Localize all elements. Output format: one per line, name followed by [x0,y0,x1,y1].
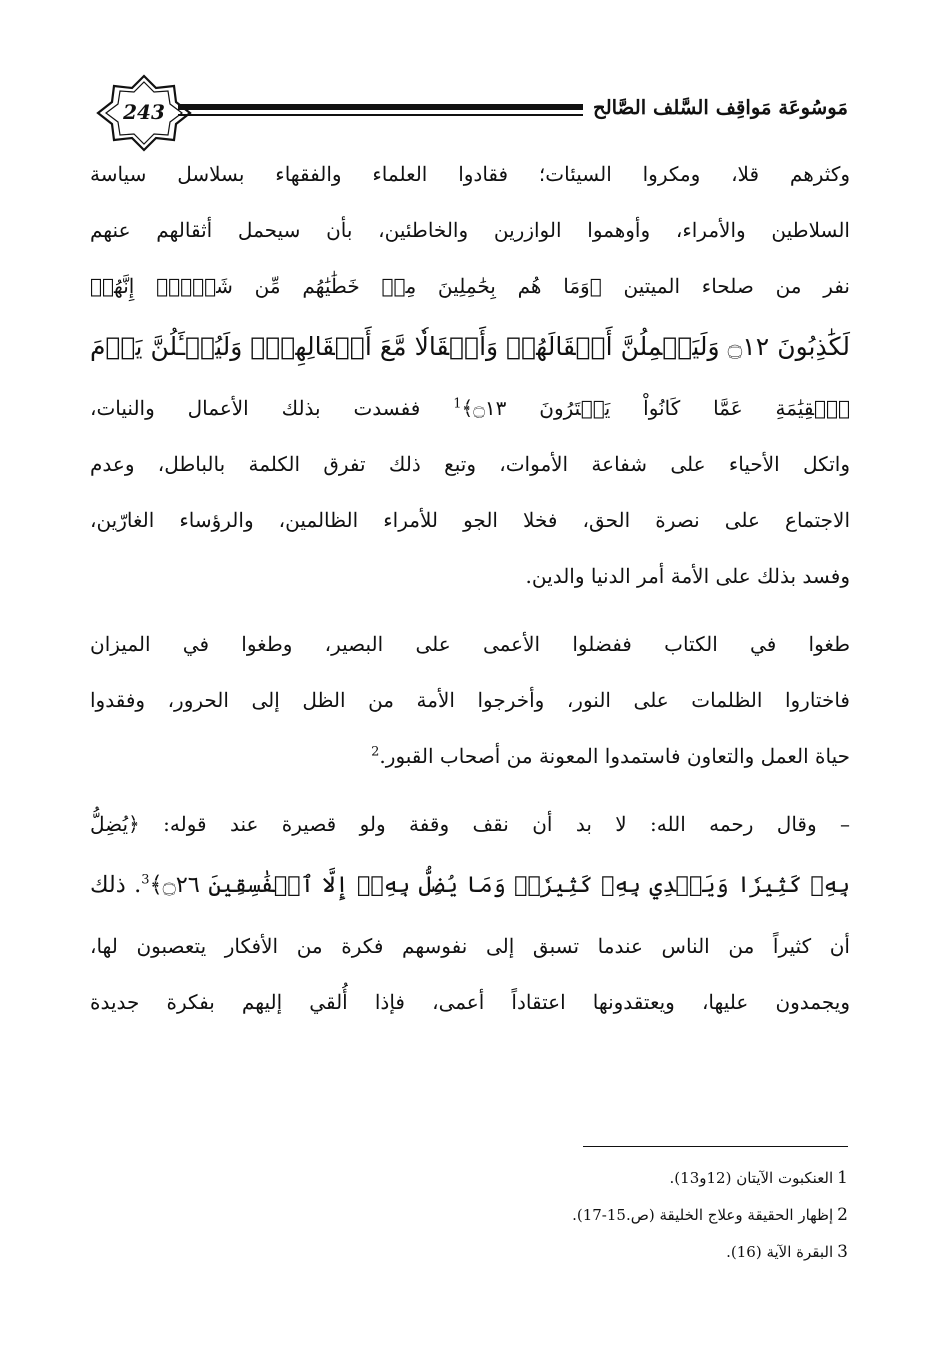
text-line [90,146,850,202]
line-text-continuation: . ذلك [90,872,142,898]
footnote-text: إظهار الحقيقة وعلاج الخليقة (ص.15-17). [572,1206,834,1224]
text-line [90,796,850,852]
main-text [90,146,850,1030]
line-text: وكثرهم قلا، ومكروا السيئات؛ فقادوا العلماء والفقهاء بسلاسل سياسة [90,162,850,186]
header-rule-thin [178,114,583,116]
line-text: السلاطين والأمراء، وأوهموا الوازرين والخاطئين، بأن سيحمل أثقالهم عنهم [90,218,850,242]
footnotes [300,1160,848,1271]
footnote-marker[interactable]: 3 [141,872,150,888]
footnote-number: 2 [837,1205,848,1225]
line-text: واتكل الأحياء على شفاعة الأموات، وتبع ذلك تفرق الكلمة بالباطل، وعدم [90,452,850,476]
text-line [90,492,850,548]
text-line [90,548,850,604]
footnote [300,1197,848,1234]
text-line [90,616,850,672]
text-line [90,728,850,784]
text-line [90,258,850,314]
line-text: لَكَٰذِبُونَ ۝١٢ وَلَيَحۡمِلُنَّ أَثۡقَالَهُمۡ وَأَثۡقَالٗا مَّعَ أَثۡقَالِهِمۡۖ وَلَيُسۡـَٔلُنَّ يَوۡمَ [90,332,850,361]
line-text: حياة العمل والتعاون فاستمدوا المعونة من أصحاب القبور. [379,744,850,768]
text-line [90,202,850,258]
page-number: 243 [123,100,165,124]
text-line [90,314,850,380]
footnote-marker[interactable]: 1 [453,396,462,412]
footnote [300,1160,848,1197]
text-line [90,380,850,436]
line-text: بِهِۦ كَثِيرٗا وَيَهۡدِي بِهِۦ كَثِيرٗاۚ وَمَا يُضِلُّ بِهِۦٓ إِلَّا ٱلۡفَٰسِقِينَ ۝٢٦﴾ [149,872,851,898]
footnote-marker[interactable]: 2 [371,744,380,760]
line-text: – وقال رحمه الله: لا بد أن نقف وقفة ولو قصيرة عند قوله: ﴿يُضِلُّ [90,812,850,836]
running-title: مَوسُوعَة مَواقِف السَّلف الصَّالح [593,96,848,119]
footnote-number: 3 [837,1242,848,1262]
footnote [300,1234,848,1271]
footnote-separator [583,1146,848,1147]
line-text: نفر من صلحاء الميتين ﴿وَمَا هُم بِحَٰمِلِينَ مِنۡ خَطَٰيَٰهُم مِّن شَيۡءٍۖ إِنَّهُمۡ [90,274,850,298]
header-rule-thick [178,104,583,110]
text-line [90,852,850,918]
text-line [90,918,850,974]
line-text: أن كثيراً من الناس عندما تسبق إلى نفوسهم فكرة من الأفكار يتعصبون لها، [90,934,850,958]
line-text: فاختاروا الظلمات على النور، وأخرجوا الأمة من الظل إلى الحرور، وفقدوا [90,688,850,712]
text-line [90,672,850,728]
text-line [90,974,850,1030]
line-text: ويجمدون عليها، ويعتقدونها اعتقاداً أعمى، فإذا أُلقي إليهم بفكرة جديدة [90,990,850,1014]
footnote-text: العنكبوت الآيتان (12و13). [669,1169,834,1187]
line-text: ٱلۡقِيَٰمَةِ عَمَّا كَانُواْ يَفۡتَرُونَ ۝١٣﴾ [461,396,850,420]
footnote-text: البقرة الآية (16). [726,1243,834,1261]
line-text: وفسد بذلك على الأمة أمر الدنيا والدين. [525,564,850,588]
footnote-number: 1 [837,1168,848,1188]
line-text: الاجتماع على نصرة الحق، فخلا الجو للأمراء الظالمين، والرؤساء الغارّين، [90,508,850,532]
text-line [90,436,850,492]
line-text-continuation: ففسدت بذلك الأعمال والنيات، [90,396,454,420]
line-text: طغوا في الكتاب ففضلوا الأعمى على البصير، وطغوا في الميزان [90,632,850,656]
